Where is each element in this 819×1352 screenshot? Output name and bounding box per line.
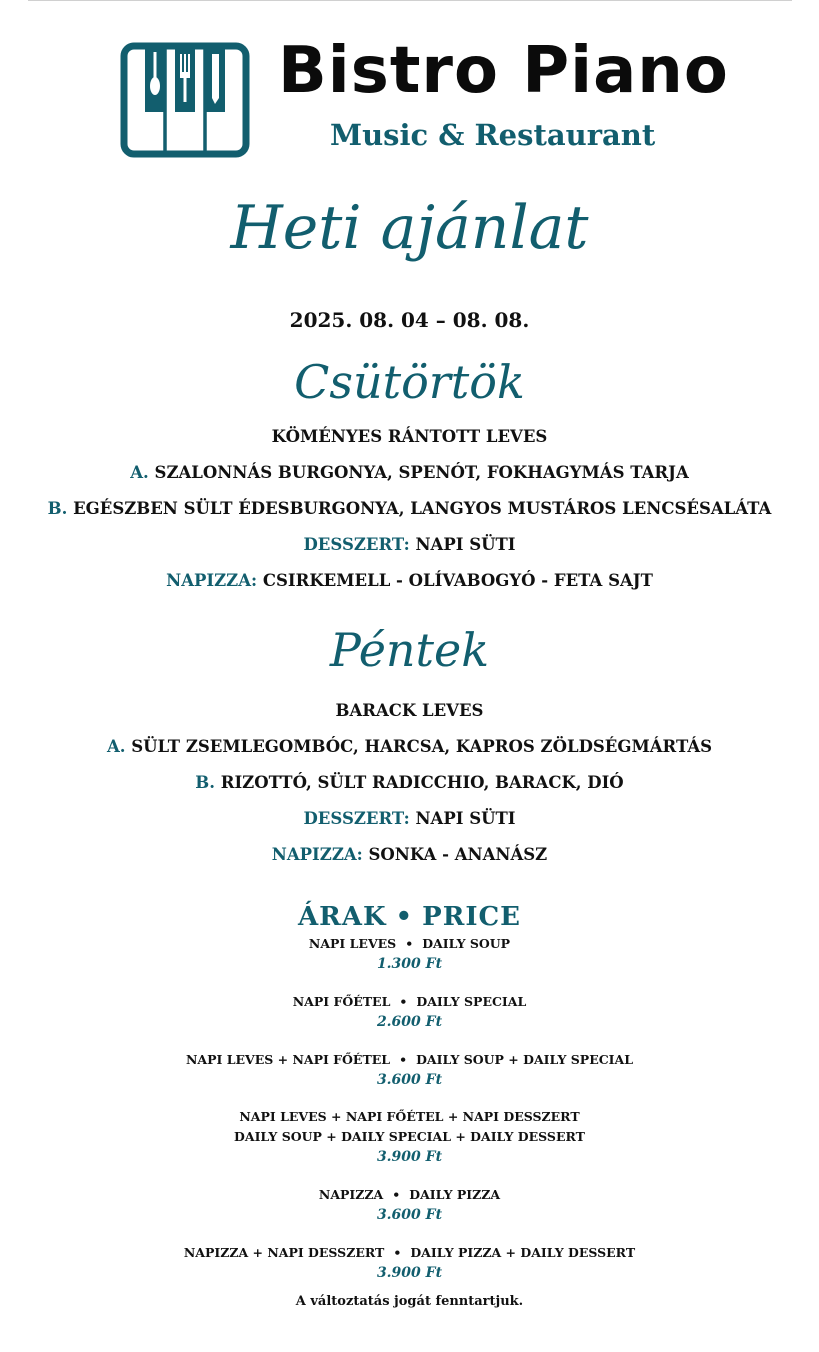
menu-item-text: SZALONNÁS BURGONYA, SPENÓT, FOKHAGYMÁS TARJA bbox=[154, 463, 689, 482]
price-item-en: DAILY SOUP + DAILY SPECIAL bbox=[416, 1052, 634, 1067]
price-value: 3.600 Ft bbox=[376, 1072, 443, 1088]
bullet-separator: • bbox=[395, 902, 414, 932]
day-title: Péntek bbox=[329, 623, 490, 677]
price-item-label bbox=[0, 936, 819, 951]
top-divider bbox=[28, 0, 792, 1]
price-item-en: DAILY SOUP + DAILY SPECIAL + DAILY DESSERT bbox=[234, 1129, 585, 1144]
price-item-en: DAILY PIZZA bbox=[409, 1187, 501, 1202]
prices-title bbox=[0, 902, 819, 932]
bullet-separator: • bbox=[405, 936, 414, 951]
day-title: Csütörtök bbox=[294, 355, 525, 409]
menu-item-text: CSIRKEMELL - OLÍVABOGYÓ - FETA SAJT bbox=[262, 571, 653, 590]
price-item-en: DAILY PIZZA + DAILY DESSERT bbox=[410, 1245, 636, 1260]
menu-item-b bbox=[0, 773, 819, 792]
price-item-hu: NAPI FŐÉTEL bbox=[292, 994, 391, 1009]
menu-item-label: NAPIZZA: bbox=[166, 571, 258, 590]
menu-item-a bbox=[0, 463, 819, 482]
menu-item-dessert bbox=[0, 535, 819, 554]
price-item-hu: NAPIZZA bbox=[318, 1187, 384, 1202]
menu-item-dessert bbox=[0, 809, 819, 828]
menu-item-text: NAPI SÜTI bbox=[415, 809, 516, 828]
price-value: 3.600 Ft bbox=[376, 1207, 443, 1223]
bullet-separator: • bbox=[392, 1187, 401, 1202]
prices-title-en: PRICE bbox=[422, 902, 522, 932]
menu-item-pizza bbox=[0, 571, 819, 590]
price-item-en: DAILY SOUP bbox=[422, 936, 511, 951]
menu-item-label: NAPIZZA: bbox=[271, 845, 363, 864]
price-item-hu: NAPI LEVES bbox=[308, 936, 397, 951]
price-item-hu: NAPI LEVES + NAPI FŐÉTEL bbox=[185, 1052, 391, 1067]
menu-item-b bbox=[0, 499, 819, 518]
menu-item-label: DESSZERT: bbox=[303, 809, 410, 828]
offer-title: Heti ajánlat bbox=[230, 193, 589, 263]
bullet-separator: • bbox=[393, 1245, 402, 1260]
menu-item-text: SONKA - ANANÁSZ bbox=[368, 845, 548, 864]
price-item-label bbox=[0, 1245, 819, 1260]
piano-cutlery-logo-icon bbox=[120, 42, 250, 158]
price-item-label bbox=[0, 1187, 819, 1202]
price-value: 3.900 Ft bbox=[376, 1149, 443, 1165]
disclaimer-note: A változtatás jogát fenntartjuk. bbox=[295, 1294, 524, 1309]
brand-name: Bistro Piano bbox=[278, 34, 729, 108]
day-soup: BARACK LEVES bbox=[335, 701, 484, 720]
menu-item-text: EGÉSZBEN SÜLT ÉDESBURGONYA, LANGYOS MUSTÁROS LENCSÉSALÁTA bbox=[73, 499, 772, 518]
bullet-separator: • bbox=[399, 994, 408, 1009]
menu-item-label: A. bbox=[130, 463, 149, 482]
bullet-separator: • bbox=[399, 1052, 408, 1067]
prices-title-hu: ÁRAK bbox=[297, 902, 387, 932]
menu-item-label: B. bbox=[47, 499, 68, 518]
menu-item-label: DESSZERT: bbox=[303, 535, 410, 554]
price-value: 3.900 Ft bbox=[376, 1265, 443, 1281]
price-item-hu: NAPIZZA + NAPI DESSZERT bbox=[183, 1245, 385, 1260]
price-item-label bbox=[0, 994, 819, 1009]
price-item-hu: NAPI LEVES + NAPI FŐÉTEL + NAPI DESSZERT bbox=[239, 1109, 580, 1124]
day-soup: KÖMÉNYES RÁNTOTT LEVES bbox=[271, 427, 548, 446]
menu-item-label: B. bbox=[195, 773, 215, 792]
menu-item-label: A. bbox=[106, 737, 126, 756]
price-item-en: DAILY SPECIAL bbox=[416, 994, 527, 1009]
date-range: 2025. 08. 04 – 08. 08. bbox=[289, 308, 530, 332]
brand-tagline: Music & Restaurant bbox=[330, 118, 656, 152]
menu-item-text: NAPI SÜTI bbox=[415, 535, 516, 554]
price-value: 1.300 Ft bbox=[376, 956, 443, 972]
price-value: 2.600 Ft bbox=[376, 1014, 443, 1030]
price-item-label bbox=[0, 1052, 819, 1067]
menu-item-a bbox=[0, 737, 819, 756]
menu-item-pizza bbox=[0, 845, 819, 864]
menu-item-text: RIZOTTÓ, SÜLT RADICCHIO, BARACK, DIÓ bbox=[220, 773, 624, 792]
menu-item-text: SÜLT ZSEMLEGOMBÓC, HARCSA, KAPROS ZÖLDSÉGMÁRTÁS bbox=[131, 737, 713, 756]
